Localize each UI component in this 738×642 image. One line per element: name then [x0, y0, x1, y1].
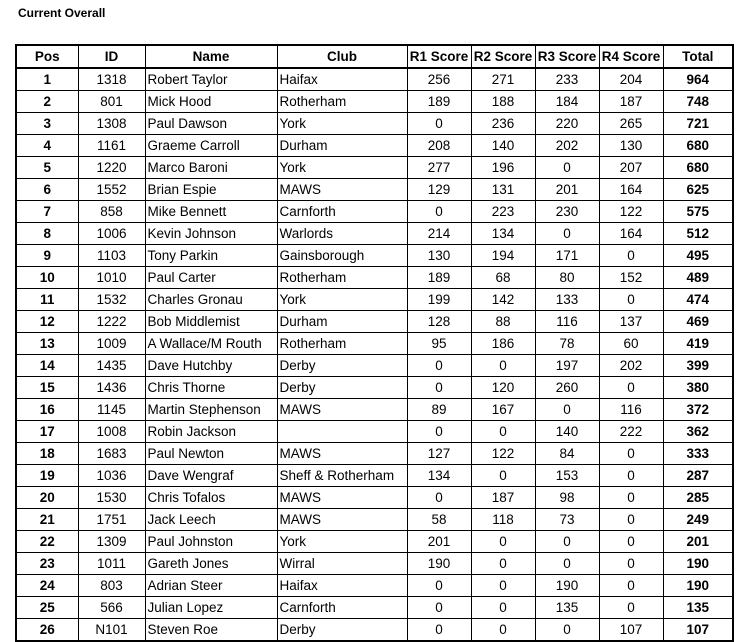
cell-r3-score: 78 [535, 333, 599, 355]
table-row [16, 575, 733, 597]
cell-r4-score: 116 [599, 399, 663, 421]
cell-r4-score: 0 [599, 531, 663, 553]
cell-name: Dave Hutchby [145, 355, 277, 377]
cell-club: Durham [277, 135, 407, 157]
cell-name: Martin Stephenson [145, 399, 277, 421]
cell-pos: 7 [16, 201, 78, 223]
cell-r3-score: 260 [535, 377, 599, 399]
cell-total: 201 [663, 531, 733, 553]
table-row [16, 245, 733, 267]
header-row [16, 45, 733, 68]
cell-id: 566 [78, 597, 145, 619]
header-club: Club [277, 45, 407, 68]
cell-name: Marco Baroni [145, 157, 277, 179]
cell-r3-score: 190 [535, 575, 599, 597]
cell-r4-score: 0 [599, 465, 663, 487]
table-row [16, 311, 733, 333]
header-r1: R1 Score [407, 45, 471, 68]
cell-pos: 2 [16, 91, 78, 113]
cell-pos: 24 [16, 575, 78, 597]
cell-total: 469 [663, 311, 733, 333]
cell-club: Warlords [277, 223, 407, 245]
table-row [16, 157, 733, 179]
table-row [16, 113, 733, 135]
cell-r4-score: 265 [599, 113, 663, 135]
cell-r3-score: 80 [535, 267, 599, 289]
cell-club: York [277, 531, 407, 553]
cell-total: 249 [663, 509, 733, 531]
cell-pos: 26 [16, 619, 78, 642]
table-row [16, 619, 733, 642]
cell-pos: 12 [16, 311, 78, 333]
cell-r1-score: 127 [407, 443, 471, 465]
cell-pos: 3 [16, 113, 78, 135]
cell-club: Rotherham [277, 333, 407, 355]
cell-r2-score: 140 [471, 135, 535, 157]
cell-r4-score: 204 [599, 68, 663, 91]
cell-r3-score: 116 [535, 311, 599, 333]
cell-pos: 1 [16, 68, 78, 91]
table-row [16, 377, 733, 399]
cell-total: 680 [663, 135, 733, 157]
cell-club: Rotherham [277, 91, 407, 113]
cell-pos: 17 [16, 421, 78, 443]
table-row [16, 553, 733, 575]
cell-id: 858 [78, 201, 145, 223]
cell-pos: 14 [16, 355, 78, 377]
table-row [16, 333, 733, 355]
table-row [16, 421, 733, 443]
cell-club: Carnforth [277, 201, 407, 223]
cell-club: Carnforth [277, 597, 407, 619]
cell-r3-score: 0 [535, 223, 599, 245]
cell-pos: 13 [16, 333, 78, 355]
cell-name: Mike Bennett [145, 201, 277, 223]
cell-r2-score: 236 [471, 113, 535, 135]
table-row [16, 223, 733, 245]
cell-total: 399 [663, 355, 733, 377]
cell-name: Gareth Jones [145, 553, 277, 575]
cell-total: 333 [663, 443, 733, 465]
header-pos: Pos [16, 45, 78, 68]
cell-id: 1008 [78, 421, 145, 443]
cell-club: MAWS [277, 487, 407, 509]
cell-r3-score: 233 [535, 68, 599, 91]
cell-r4-score: 0 [599, 509, 663, 531]
cell-total: 362 [663, 421, 733, 443]
cell-r3-score: 153 [535, 465, 599, 487]
cell-total: 495 [663, 245, 733, 267]
cell-club: Derby [277, 377, 407, 399]
cell-r3-score: 202 [535, 135, 599, 157]
cell-club: York [277, 289, 407, 311]
cell-r2-score: 0 [471, 553, 535, 575]
cell-r3-score: 133 [535, 289, 599, 311]
cell-id: 1530 [78, 487, 145, 509]
cell-pos: 4 [16, 135, 78, 157]
table-row [16, 399, 733, 421]
cell-club: MAWS [277, 179, 407, 201]
cell-name: Charles Gronau [145, 289, 277, 311]
cell-club [277, 421, 407, 443]
cell-pos: 18 [16, 443, 78, 465]
cell-r4-score: 164 [599, 179, 663, 201]
cell-r1-score: 214 [407, 223, 471, 245]
table-row [16, 443, 733, 465]
cell-pos: 20 [16, 487, 78, 509]
cell-r4-score: 207 [599, 157, 663, 179]
table-row [16, 465, 733, 487]
cell-pos: 10 [16, 267, 78, 289]
cell-id: N101 [78, 619, 145, 642]
cell-pos: 8 [16, 223, 78, 245]
cell-r2-score: 0 [471, 531, 535, 553]
cell-name: Julian Lopez [145, 597, 277, 619]
cell-r3-score: 230 [535, 201, 599, 223]
cell-pos: 25 [16, 597, 78, 619]
cell-r2-score: 134 [471, 223, 535, 245]
cell-r1-score: 201 [407, 531, 471, 553]
cell-r1-score: 189 [407, 267, 471, 289]
table-row [16, 289, 733, 311]
cell-r1-score: 0 [407, 487, 471, 509]
cell-r2-score: 142 [471, 289, 535, 311]
cell-r1-score: 128 [407, 311, 471, 333]
table-row [16, 179, 733, 201]
table-row [16, 597, 733, 619]
cell-id: 1751 [78, 509, 145, 531]
cell-total: 680 [663, 157, 733, 179]
cell-name: Robert Taylor [145, 68, 277, 91]
cell-pos: 11 [16, 289, 78, 311]
header-r3: R3 Score [535, 45, 599, 68]
cell-club: Derby [277, 355, 407, 377]
cell-r3-score: 0 [535, 531, 599, 553]
cell-name: Kevin Johnson [145, 223, 277, 245]
cell-r2-score: 271 [471, 68, 535, 91]
cell-name: Chris Thorne [145, 377, 277, 399]
cell-club: MAWS [277, 399, 407, 421]
cell-id: 1309 [78, 531, 145, 553]
cell-id: 1683 [78, 443, 145, 465]
cell-r1-score: 0 [407, 355, 471, 377]
cell-r1-score: 199 [407, 289, 471, 311]
cell-r2-score: 120 [471, 377, 535, 399]
cell-r3-score: 201 [535, 179, 599, 201]
cell-r2-score: 0 [471, 619, 535, 642]
cell-r1-score: 277 [407, 157, 471, 179]
cell-r4-score: 0 [599, 575, 663, 597]
cell-name: Mick Hood [145, 91, 277, 113]
cell-id: 1435 [78, 355, 145, 377]
cell-r1-score: 208 [407, 135, 471, 157]
cell-pos: 9 [16, 245, 78, 267]
cell-total: 107 [663, 619, 733, 642]
cell-r4-score: 0 [599, 377, 663, 399]
cell-total: 419 [663, 333, 733, 355]
cell-r4-score: 0 [599, 597, 663, 619]
cell-club: Durham [277, 311, 407, 333]
cell-r1-score: 190 [407, 553, 471, 575]
cell-total: 474 [663, 289, 733, 311]
cell-r3-score: 184 [535, 91, 599, 113]
cell-r3-score: 140 [535, 421, 599, 443]
cell-r3-score: 220 [535, 113, 599, 135]
cell-total: 625 [663, 179, 733, 201]
table-row [16, 91, 733, 113]
cell-total: 285 [663, 487, 733, 509]
cell-name: Paul Carter [145, 267, 277, 289]
cell-name: Chris Tofalos [145, 487, 277, 509]
cell-name: Dave Wengraf [145, 465, 277, 487]
cell-id: 1006 [78, 223, 145, 245]
header-id: ID [78, 45, 145, 68]
cell-name: Paul Dawson [145, 113, 277, 135]
cell-pos: 23 [16, 553, 78, 575]
cell-r3-score: 0 [535, 157, 599, 179]
cell-r4-score: 164 [599, 223, 663, 245]
cell-r2-score: 0 [471, 597, 535, 619]
cell-club: Gainsborough [277, 245, 407, 267]
table-row [16, 68, 733, 91]
cell-total: 190 [663, 553, 733, 575]
cell-total: 748 [663, 91, 733, 113]
cell-r4-score: 130 [599, 135, 663, 157]
cell-id: 1011 [78, 553, 145, 575]
cell-name: Robin Jackson [145, 421, 277, 443]
table-row [16, 487, 733, 509]
cell-club: Haifax [277, 575, 407, 597]
cell-r4-score: 0 [599, 487, 663, 509]
cell-r2-score: 118 [471, 509, 535, 531]
cell-r2-score: 167 [471, 399, 535, 421]
cell-r2-score: 187 [471, 487, 535, 509]
cell-r1-score: 0 [407, 201, 471, 223]
cell-total: 964 [663, 68, 733, 91]
cell-id: 1036 [78, 465, 145, 487]
cell-club: Wirral [277, 553, 407, 575]
cell-r2-score: 194 [471, 245, 535, 267]
cell-r2-score: 186 [471, 333, 535, 355]
cell-r3-score: 84 [535, 443, 599, 465]
header-r4: R4 Score [599, 45, 663, 68]
cell-name: Adrian Steer [145, 575, 277, 597]
cell-total: 190 [663, 575, 733, 597]
cell-total: 512 [663, 223, 733, 245]
cell-r3-score: 0 [535, 619, 599, 642]
cell-r3-score: 73 [535, 509, 599, 531]
header-name: Name [145, 45, 277, 68]
cell-id: 1145 [78, 399, 145, 421]
cell-r1-score: 95 [407, 333, 471, 355]
page-title: Current Overall [18, 6, 106, 20]
cell-total: 287 [663, 465, 733, 487]
table-row [16, 509, 733, 531]
cell-club: MAWS [277, 443, 407, 465]
cell-r4-score: 137 [599, 311, 663, 333]
cell-id: 1436 [78, 377, 145, 399]
cell-id: 1532 [78, 289, 145, 311]
cell-id: 803 [78, 575, 145, 597]
cell-name: Paul Johnston [145, 531, 277, 553]
cell-pos: 5 [16, 157, 78, 179]
cell-r1-score: 0 [407, 421, 471, 443]
cell-r1-score: 129 [407, 179, 471, 201]
cell-r3-score: 197 [535, 355, 599, 377]
cell-r1-score: 256 [407, 68, 471, 91]
cell-name: Bob Middlemist [145, 311, 277, 333]
cell-name: Tony Parkin [145, 245, 277, 267]
cell-r2-score: 122 [471, 443, 535, 465]
standings-table [15, 44, 734, 642]
cell-name: Brian Espie [145, 179, 277, 201]
cell-name: Jack Leech [145, 509, 277, 531]
cell-pos: 6 [16, 179, 78, 201]
cell-r4-score: 0 [599, 289, 663, 311]
cell-id: 1220 [78, 157, 145, 179]
cell-r3-score: 0 [535, 399, 599, 421]
cell-r3-score: 171 [535, 245, 599, 267]
cell-club: MAWS [277, 509, 407, 531]
cell-r2-score: 196 [471, 157, 535, 179]
cell-r4-score: 152 [599, 267, 663, 289]
cell-r1-score: 134 [407, 465, 471, 487]
cell-r4-score: 0 [599, 245, 663, 267]
cell-r1-score: 0 [407, 575, 471, 597]
cell-id: 1010 [78, 267, 145, 289]
cell-id: 1222 [78, 311, 145, 333]
cell-r1-score: 58 [407, 509, 471, 531]
cell-r3-score: 135 [535, 597, 599, 619]
cell-club: York [277, 157, 407, 179]
cell-club: Derby [277, 619, 407, 642]
cell-name: Paul Newton [145, 443, 277, 465]
cell-r4-score: 107 [599, 619, 663, 642]
cell-total: 489 [663, 267, 733, 289]
cell-id: 1318 [78, 68, 145, 91]
cell-total: 380 [663, 377, 733, 399]
cell-r3-score: 98 [535, 487, 599, 509]
cell-r4-score: 187 [599, 91, 663, 113]
cell-r2-score: 223 [471, 201, 535, 223]
header-total: Total [663, 45, 733, 68]
cell-club: Haifax [277, 68, 407, 91]
cell-pos: 16 [16, 399, 78, 421]
table-row [16, 531, 733, 553]
cell-total: 135 [663, 597, 733, 619]
cell-pos: 15 [16, 377, 78, 399]
cell-pos: 21 [16, 509, 78, 531]
cell-r1-score: 0 [407, 597, 471, 619]
cell-id: 801 [78, 91, 145, 113]
cell-r2-score: 0 [471, 421, 535, 443]
cell-r1-score: 130 [407, 245, 471, 267]
cell-r2-score: 131 [471, 179, 535, 201]
cell-id: 1103 [78, 245, 145, 267]
cell-r1-score: 89 [407, 399, 471, 421]
cell-name: Steven Roe [145, 619, 277, 642]
cell-r2-score: 0 [471, 575, 535, 597]
cell-total: 575 [663, 201, 733, 223]
table-row [16, 355, 733, 377]
cell-r2-score: 188 [471, 91, 535, 113]
cell-r1-score: 0 [407, 113, 471, 135]
cell-total: 721 [663, 113, 733, 135]
table-row [16, 267, 733, 289]
cell-id: 1009 [78, 333, 145, 355]
cell-r2-score: 0 [471, 465, 535, 487]
cell-r1-score: 0 [407, 377, 471, 399]
cell-total: 372 [663, 399, 733, 421]
table-row [16, 201, 733, 223]
cell-r1-score: 0 [407, 619, 471, 642]
cell-r4-score: 0 [599, 553, 663, 575]
cell-id: 1552 [78, 179, 145, 201]
cell-pos: 22 [16, 531, 78, 553]
cell-r4-score: 0 [599, 443, 663, 465]
cell-pos: 19 [16, 465, 78, 487]
cell-r4-score: 222 [599, 421, 663, 443]
cell-r2-score: 0 [471, 355, 535, 377]
cell-r2-score: 68 [471, 267, 535, 289]
cell-club: Sheff & Rotherham [277, 465, 407, 487]
cell-r2-score: 88 [471, 311, 535, 333]
cell-club: Rotherham [277, 267, 407, 289]
cell-r3-score: 0 [535, 553, 599, 575]
header-r2: R2 Score [471, 45, 535, 68]
cell-name: Graeme Carroll [145, 135, 277, 157]
cell-id: 1308 [78, 113, 145, 135]
table-row [16, 135, 733, 157]
cell-name: A Wallace/M Routh [145, 333, 277, 355]
cell-id: 1161 [78, 135, 145, 157]
cell-club: York [277, 113, 407, 135]
cell-r4-score: 122 [599, 201, 663, 223]
cell-r4-score: 202 [599, 355, 663, 377]
cell-r1-score: 189 [407, 91, 471, 113]
cell-r4-score: 60 [599, 333, 663, 355]
